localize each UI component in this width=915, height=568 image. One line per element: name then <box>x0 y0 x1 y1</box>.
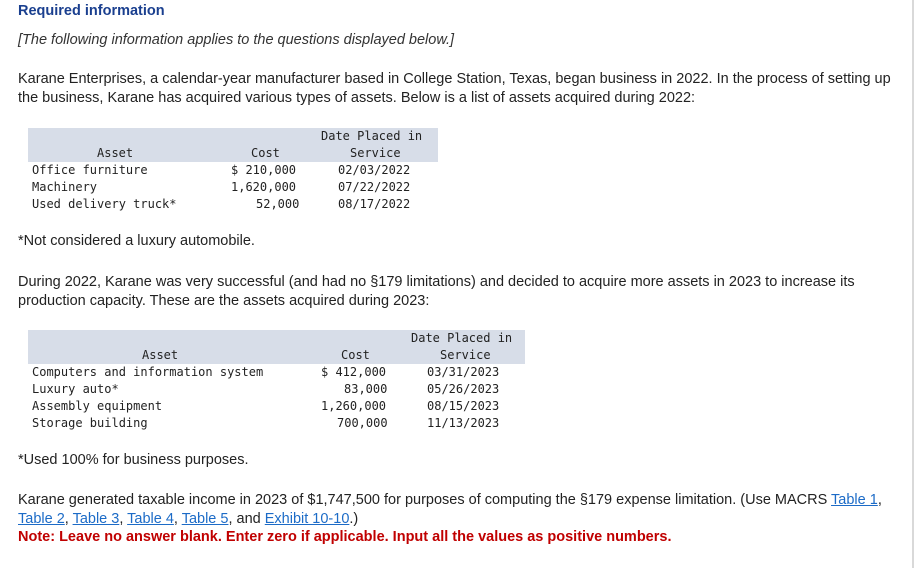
intro-note: [The following information applies to the questions displayed below.] <box>18 32 455 48</box>
table-row-cost: 1,260,000 <box>321 399 387 413</box>
and-text: and <box>236 511 265 527</box>
table-row-date: 11/13/2023 <box>427 416 500 430</box>
table-row-asset: Assembly equipment <box>32 399 163 413</box>
link-separator: , <box>228 511 237 527</box>
header-cost: Cost <box>341 348 370 362</box>
exhibit-10-10-link[interactable]: Exhibit 10-10 <box>264 511 350 527</box>
macrs-table-1-link[interactable]: Table 1 <box>831 492 878 508</box>
taxable-income-text: Karane generated taxable income in 2023 of $1,747,500 for purposes of computing the §179 expense limitation. (Use MACRS <box>18 492 832 508</box>
macrs-table-3-link[interactable]: Table 3 <box>72 511 120 527</box>
footnote-business-use: *Used 100% for business purposes. <box>18 452 249 468</box>
table-row-asset: Office furniture <box>32 163 148 177</box>
paragraph-2023-assets: During 2022, Karane was very successful (and had no §179 limitations) and decided to acquire more assets in 2023 to increase its production capacity. These are the assets acquired during 2023: <box>18 274 855 309</box>
link-separator: , <box>173 511 182 527</box>
assets-2022-table <box>28 128 438 214</box>
table-row-asset: Luxury auto* <box>32 382 119 396</box>
link-separator: , <box>877 492 882 508</box>
header-date-line1: Date Placed in <box>321 129 423 143</box>
table-row-cost: 52,000 <box>256 197 300 211</box>
table-row-date: 07/22/2022 <box>338 180 411 194</box>
right-divider <box>912 0 914 568</box>
assets-2023-table <box>28 330 528 434</box>
table-row-cost: $ 210,000 <box>231 163 297 177</box>
header-date-line2: Service <box>350 146 401 160</box>
macrs-table-5-link[interactable]: Table 5 <box>181 511 229 527</box>
table-row-asset: Machinery <box>32 180 98 194</box>
table-row-date: 08/17/2022 <box>338 197 411 211</box>
paragraph-taxable-income <box>18 491 898 529</box>
table-row-cost: 1,620,000 <box>231 180 297 194</box>
required-information-heading: Required information <box>18 3 165 19</box>
paragraph-2022-assets: Karane Enterprises, a calendar-year manufacturer based in College Station, Texas, began business in 2022. In the process of setting up the business, Karane has acquired various types of assets. Below is a list of assets acquired during 2022: <box>18 71 891 106</box>
macrs-table-4-link[interactable]: Table 4 <box>127 511 174 527</box>
header-asset: Asset <box>142 348 179 362</box>
footnote-luxury: *Not considered a luxury automobile. <box>18 233 255 249</box>
table-row-date: 05/26/2023 <box>427 382 500 396</box>
header-asset: Asset <box>97 146 134 160</box>
table-row-asset: Computers and information system <box>32 365 264 379</box>
table-row-date: 03/31/2023 <box>427 365 500 379</box>
table-row-cost: 700,000 <box>337 416 388 430</box>
link-separator: , <box>64 511 73 527</box>
link-separator: , <box>119 511 128 527</box>
macrs-table-2-link[interactable]: Table 2 <box>18 511 65 527</box>
table-row-asset: Storage building <box>32 416 148 430</box>
table-row-asset: Used delivery truck* <box>32 197 177 211</box>
answer-note: Note: Leave no answer blank. Enter zero if applicable. Input all the values as positive numbers. <box>18 529 672 545</box>
table-row-cost: $ 412,000 <box>321 365 387 379</box>
table-row-date: 08/15/2023 <box>427 399 500 413</box>
header-date-line2: Service <box>440 348 491 362</box>
header-date-line1: Date Placed in <box>411 331 513 345</box>
closing-text: .) <box>349 511 359 527</box>
table-row-date: 02/03/2022 <box>338 163 411 177</box>
table-row-cost: 83,000 <box>344 382 388 396</box>
header-cost: Cost <box>251 146 280 160</box>
